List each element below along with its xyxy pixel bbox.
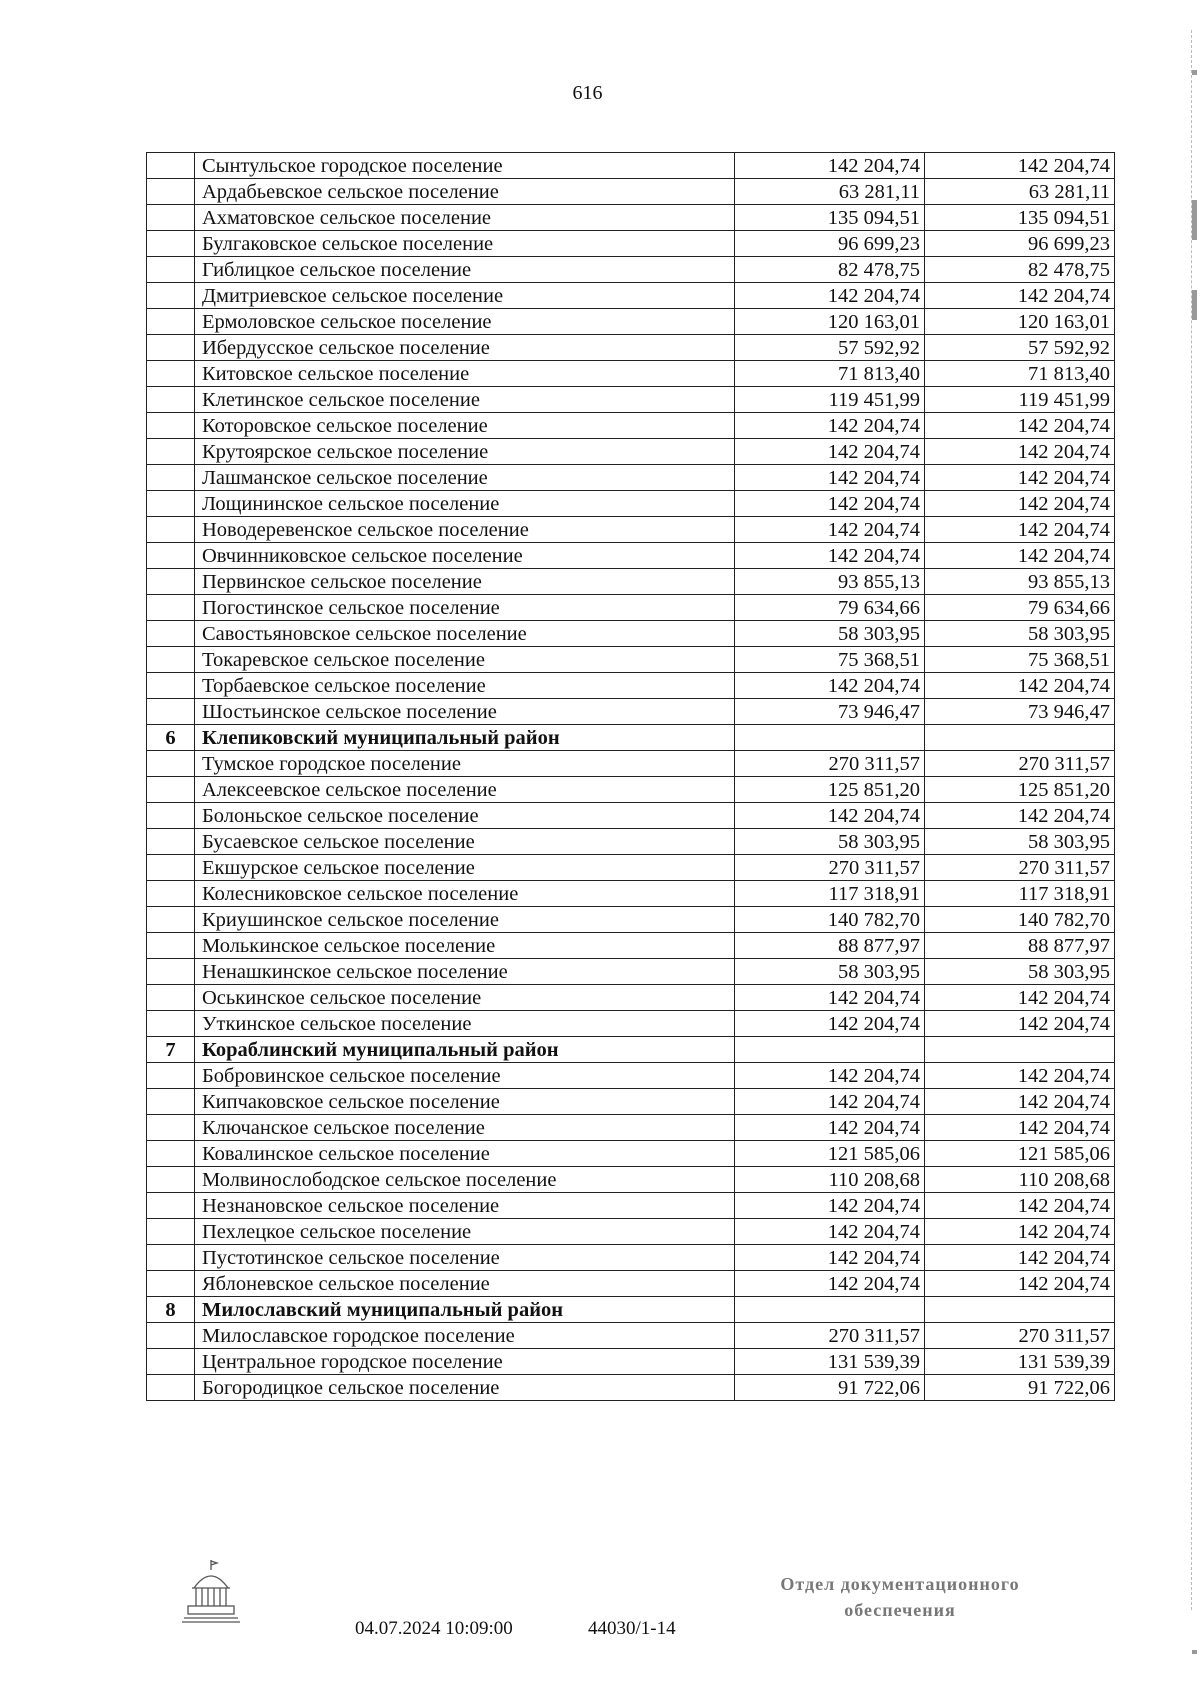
row-name: Шостьинское сельское поселение xyxy=(195,699,735,725)
row-number xyxy=(147,1375,195,1401)
row-number xyxy=(147,361,195,387)
row-number xyxy=(147,1063,195,1089)
row-number: 7 xyxy=(147,1037,195,1063)
row-value-2: 131 539,39 xyxy=(925,1349,1115,1375)
table-row xyxy=(147,387,1115,413)
row-value-1 xyxy=(735,1297,925,1323)
row-value-2: 91 722,06 xyxy=(925,1375,1115,1401)
row-number xyxy=(147,933,195,959)
row-value-1: 142 204,74 xyxy=(735,1193,925,1219)
row-name: Погостинское сельское поселение xyxy=(195,595,735,621)
row-value-2: 63 281,11 xyxy=(925,179,1115,205)
row-name: Уткинское сельское поселение xyxy=(195,1011,735,1037)
row-value-1: 142 204,74 xyxy=(735,1089,925,1115)
row-number xyxy=(147,1271,195,1297)
row-value-2: 142 204,74 xyxy=(925,543,1115,569)
row-value-2: 88 877,97 xyxy=(925,933,1115,959)
row-number xyxy=(147,595,195,621)
department-stamp xyxy=(760,1571,1040,1623)
row-value-2: 119 451,99 xyxy=(925,387,1115,413)
district-row xyxy=(147,725,1115,751)
row-value-1: 117 318,91 xyxy=(735,881,925,907)
row-name: Ахматовское сельское поселение xyxy=(195,205,735,231)
row-name: Ненашкинское сельское поселение xyxy=(195,959,735,985)
row-name: Кипчаковское сельское поселение xyxy=(195,1089,735,1115)
table-row xyxy=(147,335,1115,361)
row-name: Сынтульское городское поселение xyxy=(195,153,735,179)
row-value-1: 58 303,95 xyxy=(735,621,925,647)
row-value-1: 58 303,95 xyxy=(735,829,925,855)
row-name: Лашманское сельское поселение xyxy=(195,465,735,491)
row-value-1: 142 204,74 xyxy=(735,517,925,543)
row-name: Кораблинский муниципальный район xyxy=(195,1037,735,1063)
row-number xyxy=(147,517,195,543)
row-value-2: 270 311,57 xyxy=(925,1323,1115,1349)
row-number xyxy=(147,283,195,309)
row-value-1: 270 311,57 xyxy=(735,855,925,881)
table-row xyxy=(147,439,1115,465)
table-row xyxy=(147,959,1115,985)
row-number xyxy=(147,1089,195,1115)
row-number xyxy=(147,1193,195,1219)
row-value-2: 142 204,74 xyxy=(925,1219,1115,1245)
row-value-2 xyxy=(925,1297,1115,1323)
row-value-1: 142 204,74 xyxy=(735,491,925,517)
row-name: Ибердусское сельское поселение xyxy=(195,335,735,361)
table-row xyxy=(147,1323,1115,1349)
table-row xyxy=(147,621,1115,647)
row-name: Болоньское сельское поселение xyxy=(195,803,735,829)
table-row xyxy=(147,413,1115,439)
row-name: Пехлецкое сельское поселение xyxy=(195,1219,735,1245)
row-name: Дмитриевское сельское поселение xyxy=(195,283,735,309)
table-row xyxy=(147,543,1115,569)
row-value-2: 270 311,57 xyxy=(925,751,1115,777)
row-value-2: 142 204,74 xyxy=(925,803,1115,829)
row-name: Молькинское сельское поселение xyxy=(195,933,735,959)
row-name: Овчинниковское сельское поселение xyxy=(195,543,735,569)
table-row xyxy=(147,1115,1115,1141)
row-value-2: 142 204,74 xyxy=(925,1245,1115,1271)
table-row xyxy=(147,309,1115,335)
table-row xyxy=(147,595,1115,621)
row-number xyxy=(147,1011,195,1037)
row-value-2: 57 592,92 xyxy=(925,335,1115,361)
row-number xyxy=(147,179,195,205)
row-value-2: 120 163,01 xyxy=(925,309,1115,335)
row-name: Гиблицкое сельское поселение xyxy=(195,257,735,283)
row-value-1: 79 634,66 xyxy=(735,595,925,621)
row-value-1: 121 585,06 xyxy=(735,1141,925,1167)
table-row xyxy=(147,985,1115,1011)
row-number xyxy=(147,1245,195,1271)
row-value-1: 63 281,11 xyxy=(735,179,925,205)
row-number xyxy=(147,881,195,907)
row-value-2: 142 204,74 xyxy=(925,1115,1115,1141)
row-value-1: 142 204,74 xyxy=(735,1245,925,1271)
row-number xyxy=(147,569,195,595)
row-number xyxy=(147,543,195,569)
row-value-2: 79 634,66 xyxy=(925,595,1115,621)
row-value-2: 142 204,74 xyxy=(925,1271,1115,1297)
row-number xyxy=(147,699,195,725)
row-value-1: 142 204,74 xyxy=(735,1063,925,1089)
table-row xyxy=(147,1141,1115,1167)
table-row xyxy=(147,205,1115,231)
row-value-2: 142 204,74 xyxy=(925,1193,1115,1219)
row-value-2: 140 782,70 xyxy=(925,907,1115,933)
row-value-1: 270 311,57 xyxy=(735,751,925,777)
table-row xyxy=(147,751,1115,777)
row-value-1: 93 855,13 xyxy=(735,569,925,595)
row-number xyxy=(147,413,195,439)
row-number xyxy=(147,1349,195,1375)
row-value-2: 58 303,95 xyxy=(925,829,1115,855)
table-row xyxy=(147,881,1115,907)
row-number xyxy=(147,257,195,283)
row-value-1: 142 204,74 xyxy=(735,283,925,309)
row-number xyxy=(147,491,195,517)
table-row xyxy=(147,1375,1115,1401)
table-row xyxy=(147,283,1115,309)
row-value-2: 142 204,74 xyxy=(925,1089,1115,1115)
row-number xyxy=(147,621,195,647)
row-number xyxy=(147,205,195,231)
table-row xyxy=(147,803,1115,829)
row-value-1 xyxy=(735,1037,925,1063)
row-value-1: 142 204,74 xyxy=(735,985,925,1011)
row-number xyxy=(147,803,195,829)
row-number xyxy=(147,231,195,257)
row-value-2: 71 813,40 xyxy=(925,361,1115,387)
row-value-1: 73 946,47 xyxy=(735,699,925,725)
row-name: Клепиковский муниципальный район xyxy=(195,725,735,751)
row-name: Ардабьевское сельское поселение xyxy=(195,179,735,205)
row-number xyxy=(147,153,195,179)
row-number xyxy=(147,387,195,413)
table-row xyxy=(147,1167,1115,1193)
row-name: Оськинское сельское поселение xyxy=(195,985,735,1011)
row-value-2: 121 585,06 xyxy=(925,1141,1115,1167)
row-name: Молвинослободское сельское поселение xyxy=(195,1167,735,1193)
row-name: Пустотинское сельское поселение xyxy=(195,1245,735,1271)
row-value-2: 142 204,74 xyxy=(925,465,1115,491)
table-row xyxy=(147,231,1115,257)
row-value-1: 142 204,74 xyxy=(735,1011,925,1037)
row-number xyxy=(147,829,195,855)
row-value-1: 125 851,20 xyxy=(735,777,925,803)
row-value-2: 135 094,51 xyxy=(925,205,1115,231)
row-value-2: 142 204,74 xyxy=(925,413,1115,439)
table-row xyxy=(147,1245,1115,1271)
stamp-line-2: обеспечения xyxy=(844,1600,956,1620)
table-row xyxy=(147,1089,1115,1115)
row-value-1: 135 094,51 xyxy=(735,205,925,231)
row-number xyxy=(147,465,195,491)
row-name: Крутоярское сельское поселение xyxy=(195,439,735,465)
row-name: Китовское сельское поселение xyxy=(195,361,735,387)
row-value-1: 270 311,57 xyxy=(735,1323,925,1349)
row-number xyxy=(147,985,195,1011)
row-number xyxy=(147,647,195,673)
row-name: Яблоневское сельское поселение xyxy=(195,1271,735,1297)
table-row xyxy=(147,361,1115,387)
row-number xyxy=(147,673,195,699)
table-row xyxy=(147,1011,1115,1037)
row-value-2: 82 478,75 xyxy=(925,257,1115,283)
row-value-1: 91 722,06 xyxy=(735,1375,925,1401)
row-value-2: 93 855,13 xyxy=(925,569,1115,595)
row-value-1 xyxy=(735,725,925,751)
row-number xyxy=(147,1167,195,1193)
row-value-1: 120 163,01 xyxy=(735,309,925,335)
row-value-2: 125 851,20 xyxy=(925,777,1115,803)
row-value-2 xyxy=(925,1037,1115,1063)
row-number xyxy=(147,335,195,361)
table-row xyxy=(147,257,1115,283)
row-value-1: 82 478,75 xyxy=(735,257,925,283)
row-number xyxy=(147,1115,195,1141)
row-value-2: 142 204,74 xyxy=(925,439,1115,465)
table-row xyxy=(147,699,1115,725)
row-name: Екшурское сельское поселение xyxy=(195,855,735,881)
allocation-table xyxy=(146,152,1115,1401)
row-value-2 xyxy=(925,725,1115,751)
row-name: Которовское сельское поселение xyxy=(195,413,735,439)
district-row xyxy=(147,1037,1115,1063)
row-name: Тумское городское поселение xyxy=(195,751,735,777)
row-value-2: 142 204,74 xyxy=(925,985,1115,1011)
stamp-line-1: Отдел документационного xyxy=(780,1574,1020,1594)
row-name: Лощининское сельское поселение xyxy=(195,491,735,517)
table-row xyxy=(147,569,1115,595)
row-name: Бусаевское сельское поселение xyxy=(195,829,735,855)
row-name: Колесниковское сельское поселение xyxy=(195,881,735,907)
table-row xyxy=(147,179,1115,205)
row-name: Центральное городское поселение xyxy=(195,1349,735,1375)
table-row xyxy=(147,1193,1115,1219)
row-value-1: 142 204,74 xyxy=(735,1271,925,1297)
scan-edge-artifact xyxy=(1191,30,1197,1610)
row-value-1: 142 204,74 xyxy=(735,673,925,699)
row-name: Алексеевское сельское поселение xyxy=(195,777,735,803)
row-name: Бобровинское сельское поселение xyxy=(195,1063,735,1089)
row-value-2: 142 204,74 xyxy=(925,1011,1115,1037)
row-value-2: 142 204,74 xyxy=(925,283,1115,309)
table-row xyxy=(147,1063,1115,1089)
row-value-1: 71 813,40 xyxy=(735,361,925,387)
table-row xyxy=(147,153,1115,179)
row-value-1: 140 782,70 xyxy=(735,907,925,933)
row-value-2: 73 946,47 xyxy=(925,699,1115,725)
row-name: Савостьяновское сельское поселение xyxy=(195,621,735,647)
row-value-1: 142 204,74 xyxy=(735,1219,925,1245)
table-row xyxy=(147,1271,1115,1297)
row-value-2: 142 204,74 xyxy=(925,517,1115,543)
row-number xyxy=(147,1323,195,1349)
row-value-1: 142 204,74 xyxy=(735,413,925,439)
table-row xyxy=(147,829,1115,855)
footer-document-code: 44030/1-14 xyxy=(588,1618,676,1639)
row-value-1: 57 592,92 xyxy=(735,335,925,361)
row-name: Криушинское сельское поселение xyxy=(195,907,735,933)
table-row xyxy=(147,1349,1115,1375)
table-row xyxy=(147,491,1115,517)
row-value-1: 110 208,68 xyxy=(735,1167,925,1193)
row-number xyxy=(147,751,195,777)
row-number xyxy=(147,1219,195,1245)
row-value-2: 142 204,74 xyxy=(925,673,1115,699)
row-value-1: 96 699,23 xyxy=(735,231,925,257)
row-value-2: 270 311,57 xyxy=(925,855,1115,881)
footer-datetime: 04.07.2024 10:09:00 xyxy=(355,1618,513,1639)
row-value-1: 142 204,74 xyxy=(735,1115,925,1141)
row-value-1: 75 368,51 xyxy=(735,647,925,673)
row-value-1: 142 204,74 xyxy=(735,439,925,465)
row-value-1: 142 204,74 xyxy=(735,465,925,491)
row-name: Булгаковское сельское поселение xyxy=(195,231,735,257)
row-name: Новодеревенское сельское поселение xyxy=(195,517,735,543)
row-name: Милославский муниципальный район xyxy=(195,1297,735,1323)
row-name: Милославское городское поселение xyxy=(195,1323,735,1349)
row-value-1: 131 539,39 xyxy=(735,1349,925,1375)
row-name: Ковалинское сельское поселение xyxy=(195,1141,735,1167)
district-row xyxy=(147,1297,1115,1323)
row-name: Ермоловское сельское поселение xyxy=(195,309,735,335)
row-value-2: 110 208,68 xyxy=(925,1167,1115,1193)
row-name: Первинское сельское поселение xyxy=(195,569,735,595)
row-name: Клетинское сельское поселение xyxy=(195,387,735,413)
row-value-1: 58 303,95 xyxy=(735,959,925,985)
table-row xyxy=(147,647,1115,673)
table-row xyxy=(147,517,1115,543)
row-name: Незнановское сельское поселение xyxy=(195,1193,735,1219)
row-number: 6 xyxy=(147,725,195,751)
table-row xyxy=(147,465,1115,491)
table-row xyxy=(147,1219,1115,1245)
row-value-2: 117 318,91 xyxy=(925,881,1115,907)
row-number xyxy=(147,1141,195,1167)
row-value-1: 142 204,74 xyxy=(735,803,925,829)
row-value-2: 96 699,23 xyxy=(925,231,1115,257)
table-row xyxy=(147,855,1115,881)
table-row xyxy=(147,673,1115,699)
row-number xyxy=(147,855,195,881)
row-value-2: 142 204,74 xyxy=(925,491,1115,517)
table-row xyxy=(147,907,1115,933)
row-name: Токаревское сельское поселение xyxy=(195,647,735,673)
row-name: Ключанское сельское поселение xyxy=(195,1115,735,1141)
row-number xyxy=(147,439,195,465)
page-number: 616 xyxy=(572,82,603,104)
row-value-2: 75 368,51 xyxy=(925,647,1115,673)
table-body xyxy=(147,153,1115,1401)
row-value-2: 142 204,74 xyxy=(925,1063,1115,1089)
row-number xyxy=(147,777,195,803)
row-value-1: 142 204,74 xyxy=(735,153,925,179)
row-name: Торбаевское сельское поселение xyxy=(195,673,735,699)
row-value-2: 142 204,74 xyxy=(925,153,1115,179)
row-value-2: 58 303,95 xyxy=(925,959,1115,985)
table-row xyxy=(147,777,1115,803)
row-number: 8 xyxy=(147,1297,195,1323)
table-row xyxy=(147,933,1115,959)
row-number xyxy=(147,309,195,335)
row-name: Богородицкое сельское поселение xyxy=(195,1375,735,1401)
row-number xyxy=(147,959,195,985)
row-value-1: 142 204,74 xyxy=(735,543,925,569)
row-value-1: 119 451,99 xyxy=(735,387,925,413)
row-value-1: 88 877,97 xyxy=(735,933,925,959)
duma-building-emblem-icon xyxy=(180,1558,242,1633)
row-value-2: 58 303,95 xyxy=(925,621,1115,647)
row-number xyxy=(147,907,195,933)
